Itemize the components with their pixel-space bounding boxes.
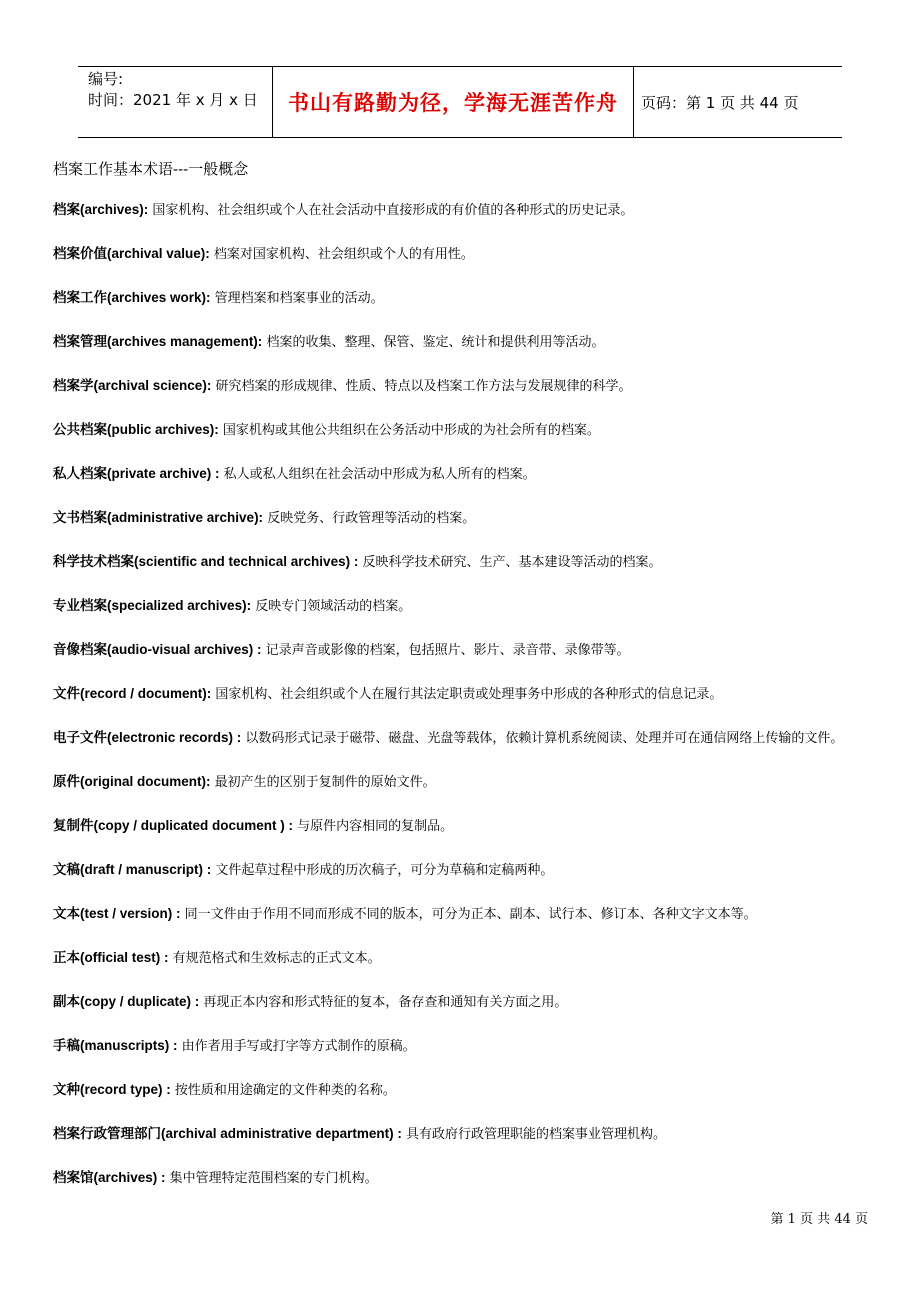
entry-term: 私人档案(private archive) :	[53, 466, 220, 481]
entry-definition: 国家机构或其他公共组织在公务活动中形成的为社会所有的档案。	[218, 423, 600, 438]
glossary-entry	[53, 284, 868, 312]
glossary-entry	[53, 900, 868, 928]
entry-definition: 研究档案的形成规律、性质、特点以及档案工作方法与发展规律的科学。	[211, 379, 632, 394]
entry-term: 文种(record type) :	[53, 1082, 171, 1097]
entry-definition: 文件起草过程中形成的历次稿子，可分为草稿和定稿两种。	[211, 863, 554, 878]
glossary-entry	[53, 1076, 868, 1104]
entry-definition: 档案的收集、整理、保管、鉴定、统计和提供利用等活动。	[262, 335, 605, 350]
entry-term: 复制件(copy / duplicated document ) :	[53, 818, 294, 833]
entry-definition: 反映专门领域活动的档案。	[251, 599, 412, 614]
entry-definition: 反映科学技术研究、生产、基本建设等活动的档案。	[358, 555, 662, 570]
entry-definition: 管理档案和档案事业的活动。	[210, 291, 384, 306]
entry-definition: 国家机构、社会组织或个人在履行其法定职责或处理事务中形成的各种形式的信息记录。	[211, 687, 723, 702]
glossary-entry	[53, 944, 868, 972]
entry-term: 原件(original document):	[53, 774, 211, 789]
glossary-entry	[53, 592, 868, 620]
glossary-entry	[53, 856, 868, 884]
glossary-entry	[53, 1164, 868, 1192]
entry-term: 专业档案(specialized archives):	[53, 598, 252, 613]
entry-term: 档案价值(archival value):	[53, 246, 210, 261]
glossary-entry	[53, 768, 868, 796]
entry-term: 公共档案(public archives):	[53, 422, 219, 437]
entry-term: 音像档案(audio-visual archives) :	[53, 642, 262, 657]
entry-definition: 再现正本内容和形式特征的复本，备存查和通知有关方面之用。	[199, 995, 568, 1010]
glossary-entry	[53, 328, 868, 356]
glossary-entry	[53, 680, 868, 708]
glossary-entry	[53, 1120, 868, 1148]
entry-term: 档案馆(archives) :	[53, 1170, 166, 1185]
glossary-entry	[53, 1032, 868, 1060]
entry-term: 科学技术档案(scientific and technical archives) :	[53, 554, 359, 569]
entry-definition: 同一文件由于作用不同而形成不同的版本，可分为正本、副本、试行本、修订本、各种文字文本等。	[180, 907, 757, 922]
header-divider	[633, 67, 634, 137]
entry-definition: 与原件内容相同的复制品。	[293, 819, 454, 834]
glossary-entry	[53, 548, 868, 576]
entry-term: 文本(test / version) :	[53, 906, 181, 921]
glossary-entry	[53, 988, 868, 1016]
entry-term: 档案工作(archives work):	[53, 290, 211, 305]
entry-definition: 按性质和用途确定的文件种类的名称。	[170, 1083, 396, 1098]
glossary-entry	[53, 372, 868, 400]
entry-definition: 由作者用手写或打字等方式制作的原稿。	[177, 1039, 416, 1054]
glossary-entry	[53, 504, 868, 532]
entry-term: 档案管理(archives management):	[53, 334, 263, 349]
entry-term: 副本(copy / duplicate) :	[53, 994, 200, 1009]
entry-definition: 有规范格式和生效标志的正式文本。	[168, 951, 381, 966]
entry-definition: 具有政府行政管理职能的档案事业管理机构。	[401, 1127, 666, 1142]
page-header	[78, 66, 842, 138]
entry-term: 电子文件(electronic records) :	[53, 730, 242, 745]
document-title: 档案工作基本术语---一般概念	[53, 160, 249, 178]
glossary-entry	[53, 416, 868, 444]
entry-term: 手稿(manuscripts) :	[53, 1038, 178, 1053]
header-motto: 书山有路勤为径，学海无涯苦作舟	[288, 91, 618, 115]
entry-definition: 反映党务、行政管理等活动的档案。	[263, 511, 476, 526]
entry-term: 文稿(draft / manuscript) :	[53, 862, 212, 877]
entry-term: 文书档案(administrative archive):	[53, 510, 264, 525]
glossary-entry	[53, 460, 868, 488]
glossary-entry	[53, 724, 868, 752]
document-number-label: 编号:	[88, 70, 124, 88]
entry-term: 档案学(archival science):	[53, 378, 212, 393]
entry-definition: 记录声音或影像的档案，包括照片、影片、录音带、录像带等。	[261, 643, 630, 658]
entry-term: 文件(record / document):	[53, 686, 212, 701]
document-time: 时间：2021 年 x 月 x 日	[88, 91, 258, 109]
glossary-entry	[53, 196, 868, 224]
glossary-entry	[53, 812, 868, 840]
header-page-info: 页码：第 1 页 共 44 页	[641, 93, 799, 112]
entry-definition: 档案对国家机构、社会组织或个人的有用性。	[209, 247, 474, 262]
glossary-entry	[53, 240, 868, 268]
entry-definition: 国家机构、社会组织或个人在社会活动中直接形成的有价值的各种形式的历史记录。	[148, 203, 634, 218]
entry-definition: 集中管理特定范围档案的专门机构。	[165, 1171, 378, 1186]
entry-definition: 以数码形式记录于磁带、磁盘、光盘等载体，依赖计算机系统阅读、处理并可在通信网络上传输的文件。	[241, 731, 844, 746]
entry-definition: 最初产生的区别于复制件的原始文件。	[210, 775, 436, 790]
header-meta	[88, 69, 272, 111]
entry-term: 正本(official test) :	[53, 950, 169, 965]
glossary-entry	[53, 636, 868, 664]
page-footer: 第 1 页 共 44 页	[770, 1212, 868, 1227]
entry-definition: 私人或私人组织在社会活动中形成为私人所有的档案。	[219, 467, 536, 482]
entry-term: 档案(archives):	[53, 202, 149, 217]
glossary-list	[53, 196, 868, 1208]
entry-term: 档案行政管理部门(archival administrative department) :	[53, 1126, 402, 1141]
